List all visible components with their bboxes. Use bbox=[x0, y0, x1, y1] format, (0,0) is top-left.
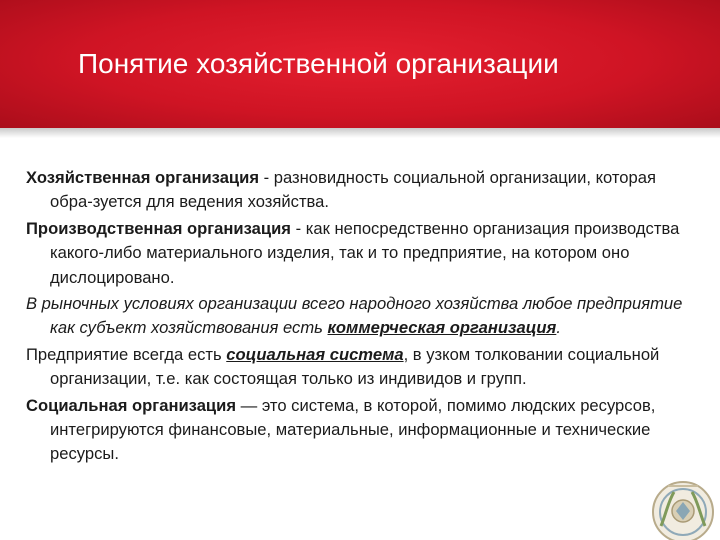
term-production-organization: Производственная организация bbox=[26, 218, 291, 238]
paragraph-social-organization bbox=[26, 394, 698, 467]
enterprise-text: Предприятие всегда есть bbox=[26, 344, 227, 364]
university-emblem-icon bbox=[628, 468, 720, 540]
social-system-emphasis: социальная система bbox=[226, 344, 404, 364]
paragraph-economic-organization bbox=[26, 166, 698, 215]
definition-text: - разновидность социальной организации, которая обра-зуется для ведения хозяйства. bbox=[50, 168, 656, 212]
paragraph-social-system bbox=[26, 343, 698, 392]
banner-shadow bbox=[0, 128, 720, 138]
definition-text: — это система, в которой, помимо людских ресурсов, интегрируются финансовые, материальные, информационные и технические ресурсы. bbox=[50, 395, 656, 464]
enterprise-text-continued: , в узком толковании социальной организации, т.е. как состоящая только из индивидов и групп. bbox=[50, 344, 660, 389]
sentence-end: . bbox=[556, 318, 561, 338]
commercial-organization-emphasis: коммерческая организация bbox=[327, 318, 557, 338]
term-economic-organization: Хозяйственная организация bbox=[26, 168, 260, 187]
slide-title: Понятие хозяйственной организации bbox=[78, 48, 559, 79]
definition-text: - как непосредственно организация производства какого-либо материального изделия, так и то предприятие, на котором оно дислоцировано. bbox=[50, 218, 680, 287]
paragraph-production-organization bbox=[26, 217, 698, 290]
term-social-organization: Социальная организация bbox=[26, 395, 237, 415]
slide-body bbox=[26, 166, 698, 469]
market-text: В рыночных условиях организации всего народного хозяйства любое предприятие как субъект хозяйствования есть bbox=[26, 294, 683, 338]
paragraph-market-conditions bbox=[26, 292, 698, 341]
